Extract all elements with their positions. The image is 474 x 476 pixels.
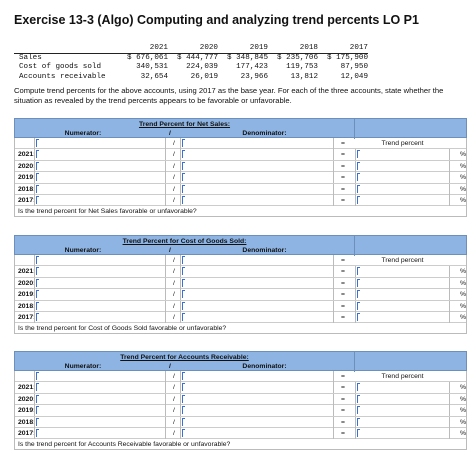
row-label: Accounts receivable [19, 72, 106, 81]
year-row [15, 405, 466, 416]
trend-percent-input[interactable] [355, 289, 450, 300]
sales-row [14, 54, 368, 64]
equals-symbol: = [341, 429, 345, 437]
favorability-question[interactable]: Is the trend percent for Accounts Receivable favorable or unfavorable? [14, 439, 467, 450]
year-label: 2019: [18, 291, 36, 299]
receivables-row [14, 73, 368, 83]
numerator-input[interactable] [34, 266, 166, 277]
denominator-input[interactable] [180, 289, 334, 300]
cell-value: $ 235,706 [276, 53, 318, 62]
divide-symbol: / [173, 196, 175, 204]
column-separator [354, 118, 355, 139]
cell-value: $ 175,900 [326, 53, 368, 62]
cell-value: 32,654 [140, 72, 168, 81]
trend-section [14, 351, 467, 450]
trend-percent-label: Trend percent [381, 140, 424, 147]
cell-value: 12,049 [340, 72, 368, 81]
trend-percent-input[interactable] [355, 172, 450, 183]
numerator-label: Numerator: [64, 363, 102, 370]
year-label: 2018: [18, 185, 36, 193]
trend-percent-label: Trend percent [381, 257, 424, 264]
equals-symbol: = [341, 302, 345, 310]
denominator-input[interactable] [180, 149, 334, 160]
equals-symbol: = [341, 291, 345, 299]
percent-symbol: % [460, 407, 467, 415]
percent-symbol: % [460, 313, 467, 321]
numerator-header-input[interactable] [34, 371, 166, 382]
numerator-input[interactable] [34, 382, 166, 393]
equals-symbol: = [341, 151, 345, 159]
trend-percent-input[interactable] [355, 301, 450, 312]
denominator-input[interactable] [180, 161, 334, 172]
year-label: 2020: [18, 395, 36, 403]
equals-symbol: = [341, 418, 345, 426]
numerator-input[interactable] [34, 161, 166, 172]
numerator-input[interactable] [34, 405, 166, 416]
equals-symbol: = [341, 268, 345, 276]
equals-symbol: = [341, 407, 345, 415]
trend-percent-input[interactable] [355, 278, 450, 289]
percent-symbol: % [460, 174, 467, 182]
denominator-input[interactable] [180, 405, 334, 416]
denominator-header-input[interactable] [180, 138, 334, 149]
percent-symbol: % [460, 395, 467, 403]
cell-value: 13,812 [290, 72, 318, 81]
year-label: 2021: [18, 268, 36, 276]
cell-value: 177,423 [236, 63, 268, 72]
cell-value: 224,039 [186, 63, 218, 72]
section-header [14, 351, 467, 371]
trend-percent-input[interactable] [355, 405, 450, 416]
trend-percent-header-row [15, 138, 466, 149]
year-row [15, 266, 466, 277]
trend-percent-input[interactable] [355, 149, 450, 160]
cell-value: $ 676,061 [126, 53, 168, 62]
trend-percent-input[interactable] [355, 428, 450, 439]
numerator-input[interactable] [34, 289, 166, 300]
divide-symbol: / [173, 291, 175, 299]
trend-percent-input[interactable] [355, 312, 450, 323]
numerator-input[interactable] [34, 149, 166, 160]
numerator-input[interactable] [34, 428, 166, 439]
year-label: 2018: [18, 302, 36, 310]
trend-rows [14, 138, 467, 206]
equals-symbol: = [341, 257, 345, 264]
year-header-row [14, 44, 368, 54]
instructions-text: Compute trend percents for the above accounts, using 2017 as the base year. For each of the three accounts, state whether the situation as revealed by the trend percents appears to be favorable or unfavorable. [14, 86, 444, 105]
denominator-input[interactable] [180, 278, 334, 289]
trend-percent-label: Trend percent [381, 373, 424, 380]
cell-value: 340,531 [136, 63, 168, 72]
denominator-input[interactable] [180, 382, 334, 393]
denominator-input[interactable] [180, 184, 334, 195]
year-label: 2020: [18, 279, 36, 287]
percent-symbol: % [460, 384, 467, 392]
denominator-input[interactable] [180, 394, 334, 405]
column-separator [354, 351, 355, 372]
divide-symbol: / [173, 313, 175, 321]
favorability-question[interactable]: Is the trend percent for Net Sales favorable or unfavorable? [14, 206, 467, 217]
denominator-label: Denominator: [242, 363, 287, 370]
divide-symbol: / [173, 373, 175, 380]
numerator-header-input[interactable] [34, 138, 166, 149]
percent-symbol: % [460, 185, 467, 193]
year-row [15, 184, 466, 195]
trend-percent-input[interactable] [355, 382, 450, 393]
divide-symbol: / [173, 174, 175, 182]
equals-symbol: = [341, 384, 345, 392]
trend-percent-input[interactable] [355, 417, 450, 428]
year-row [15, 312, 466, 323]
numerator-label: Numerator: [64, 130, 102, 137]
divide-symbol: / [173, 162, 175, 170]
divide-symbol: / [173, 384, 175, 392]
year-header: 2018 [299, 44, 318, 52]
divide-symbol: / [173, 302, 175, 310]
year-header: 2019 [249, 44, 268, 52]
section-title: Trend Percent for Cost of Goods Sold: [122, 238, 247, 245]
favorability-question[interactable]: Is the trend percent for Cost of Goods Sold favorable or unfavorable? [14, 323, 467, 334]
percent-symbol: % [460, 429, 467, 437]
year-header: 2020 [199, 44, 218, 52]
trend-section [14, 235, 467, 334]
divide-symbol: / [173, 407, 175, 415]
trend-percent-input[interactable] [355, 184, 450, 195]
trend-percent-input[interactable] [355, 195, 450, 206]
year-label: 2019: [18, 407, 36, 415]
numerator-input[interactable] [34, 394, 166, 405]
numerator-input[interactable] [34, 417, 166, 428]
year-label: 2017: [18, 196, 36, 204]
year-label: 2017: [18, 429, 36, 437]
equals-symbol: = [341, 395, 345, 403]
numerator-input[interactable] [34, 301, 166, 312]
year-row [15, 172, 466, 183]
trend-rows [14, 371, 467, 439]
divide-symbol: / [169, 130, 171, 137]
year-row [15, 161, 466, 172]
denominator-header-input[interactable] [180, 255, 334, 266]
cell-value: 23,966 [240, 72, 268, 81]
denominator-input[interactable] [180, 266, 334, 277]
numerator-input[interactable] [34, 278, 166, 289]
denominator-label: Denominator: [242, 130, 287, 137]
numerator-input[interactable] [34, 184, 166, 195]
exercise-title: Exercise 13-3 (Algo) Computing and analyzing trend percents LO P1 [14, 13, 419, 27]
equals-symbol: = [341, 174, 345, 182]
year-header: 2021 [149, 44, 168, 52]
year-row [15, 301, 466, 312]
percent-symbol: % [460, 291, 467, 299]
denominator-input[interactable] [180, 195, 334, 206]
column-separator [354, 235, 355, 256]
year-header: 2017 [349, 44, 368, 52]
trend-percent-input[interactable] [355, 266, 450, 277]
year-label: 2021: [18, 384, 36, 392]
section-title: Trend Percent for Net Sales: [138, 121, 231, 128]
cell-value: 26,019 [190, 72, 218, 81]
percent-symbol: % [460, 302, 467, 310]
account-data-table [14, 44, 368, 82]
denominator-header-input[interactable] [180, 371, 334, 382]
equals-symbol: = [341, 196, 345, 204]
percent-symbol: % [460, 162, 467, 170]
divide-symbol: / [173, 268, 175, 276]
year-label: 2020: [18, 162, 36, 170]
year-label: 2019: [18, 174, 36, 182]
divide-symbol: / [169, 363, 171, 370]
cell-value: $ 348,845 [226, 53, 268, 62]
divide-symbol: / [173, 418, 175, 426]
trend-percent-header-row [15, 371, 466, 382]
divide-symbol: / [173, 140, 175, 147]
equals-symbol: = [341, 162, 345, 170]
divide-symbol: / [173, 279, 175, 287]
year-row [15, 149, 466, 160]
equals-symbol: = [341, 373, 345, 380]
cell-value: $ 444,777 [176, 53, 218, 62]
trend-rows [14, 255, 467, 323]
numerator-header-input[interactable] [34, 255, 166, 266]
equals-symbol: = [341, 279, 345, 287]
section-header [14, 118, 467, 138]
cell-value: 119,753 [286, 63, 318, 72]
denominator-input[interactable] [180, 301, 334, 312]
denominator-input[interactable] [180, 428, 334, 439]
section-header [14, 235, 467, 255]
divide-symbol: / [173, 151, 175, 159]
trend-percent-input[interactable] [355, 394, 450, 405]
numerator-input[interactable] [34, 312, 166, 323]
denominator-input[interactable] [180, 417, 334, 428]
year-label: 2017: [18, 313, 36, 321]
year-label: 2018: [18, 418, 36, 426]
equals-symbol: = [341, 313, 345, 321]
percent-symbol: % [460, 151, 467, 159]
trend-section [14, 118, 467, 217]
percent-symbol: % [460, 268, 467, 276]
divide-symbol: / [173, 257, 175, 264]
divide-symbol: / [169, 247, 171, 254]
cogs-row [14, 63, 368, 73]
percent-symbol: % [460, 279, 467, 287]
year-row [15, 382, 466, 393]
row-label: Cost of goods sold [19, 63, 102, 72]
equals-symbol: = [341, 140, 345, 147]
year-row [15, 289, 466, 300]
numerator-input[interactable] [34, 195, 166, 206]
row-label: Sales [19, 53, 42, 62]
year-row [15, 195, 466, 206]
numerator-label: Numerator: [64, 247, 102, 254]
percent-symbol: % [460, 418, 467, 426]
year-row [15, 417, 466, 428]
section-title: Trend Percent for Accounts Receivable: [120, 354, 249, 361]
denominator-input[interactable] [180, 312, 334, 323]
year-row [15, 278, 466, 289]
denominator-input[interactable] [180, 172, 334, 183]
year-row [15, 428, 466, 439]
trend-percent-header-row [15, 255, 466, 266]
year-label: 2021: [18, 151, 36, 159]
cell-value: 87,950 [340, 63, 368, 72]
divide-symbol: / [173, 429, 175, 437]
divide-symbol: / [173, 185, 175, 193]
denominator-label: Denominator: [242, 247, 287, 254]
percent-symbol: % [460, 196, 467, 204]
year-row [15, 394, 466, 405]
trend-percent-input[interactable] [355, 161, 450, 172]
numerator-input[interactable] [34, 172, 166, 183]
divide-symbol: / [173, 395, 175, 403]
equals-symbol: = [341, 185, 345, 193]
